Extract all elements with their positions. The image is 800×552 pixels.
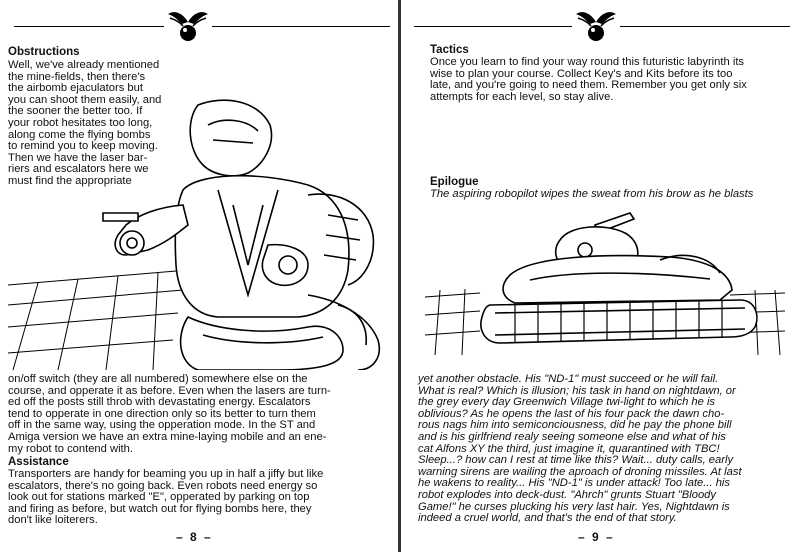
epilogue-heading: Epilogue: [430, 176, 479, 188]
assistance-line: don't like loiterers.: [8, 514, 98, 527]
continued-line: off in the same way, using the opperation mode. In the ST and: [8, 419, 316, 432]
obstructions-line: must find the appropriate: [8, 174, 132, 187]
tactics-paragraph: [430, 57, 747, 103]
epilogue-paragraph: [418, 374, 742, 525]
continued-line: ed off the posts still throb with devastating energy. Escalators: [8, 396, 311, 409]
tank-illustration: [420, 205, 790, 365]
epilogue-intro: The aspiring robopilot wipes the sweat from his brow as he blasts: [430, 188, 754, 200]
header-rule-left: [14, 26, 164, 27]
obstructions-line: Well, we've already mentioned: [8, 59, 160, 71]
epilogue-line: cat Alfons XY the third, just imagine it, quarantined with TBC!: [418, 442, 720, 455]
header-rule-left: [414, 26, 572, 27]
page-number: – 9 –: [578, 530, 615, 544]
header-rule-right: [620, 26, 790, 27]
obstructions-line: your robot hesitates too long,: [8, 116, 153, 129]
epilogue-line: robot explodes into deck-dust. "Ahrch" grunts Stuart "Bloody: [418, 488, 716, 501]
obstructions-line: riers and escalators here we: [8, 163, 149, 176]
page-number: – 8 –: [176, 530, 213, 544]
obstructions-line: along come the flying bombs: [8, 128, 151, 141]
assistance-line: Transporters are handy for beaming you up in half a jiffy but like: [8, 468, 324, 480]
obstructions-line: Then we have the laser bar-: [8, 151, 148, 164]
obstructions-line: the airbomb ejaculators but: [8, 82, 143, 95]
obstructions-line: the sooner the better too. If: [8, 105, 143, 118]
right-page: [400, 0, 800, 552]
assistance-line: look out for stations marked "E", opperated by parking on top: [8, 491, 310, 504]
tactics-line: late, and you're going to need them. Remember you get only six: [430, 79, 747, 92]
tactics-line: Once you learn to find your way round this futuristic labyrinth its: [430, 56, 745, 68]
epilogue-line: What is real? Which is illusion; his task in hand on nightdawn, or: [418, 384, 736, 397]
epilogue-line: Sleep...? how can I rest at time like this? Wait... duty calls, early: [418, 454, 734, 467]
continued-line: course, and opperate it as before. Even when the lasers are turn-: [8, 384, 331, 397]
epilogue-line: rous nags him into semiconciousness, did he pay the phone bill: [418, 419, 732, 432]
continued-paragraph: [8, 374, 331, 455]
continued-line: my robot to contend with.: [8, 442, 133, 455]
epilogue-line: indeed a cruel world, and that's the end of that story.: [418, 512, 677, 525]
tactics-line: attempts for each level, so stay alive.: [430, 90, 614, 103]
epilogue-line: yet another obstacle. His "ND-1" must succeed or he will fail.: [418, 373, 719, 385]
continued-line: tend to opperate in one direction only so its better to turn them: [8, 407, 316, 420]
epilogue-line: oblivious? As he opens the last of his four pack the dawn cho-: [418, 407, 725, 420]
assistance-heading: Assistance: [8, 456, 69, 468]
robot-illustration: [8, 95, 393, 370]
tactics-heading: Tactics: [430, 44, 469, 56]
obstructions-heading: Obstructions: [8, 46, 80, 58]
tactics-line: wise to plan your course. Collect Key's and Kits before its too: [430, 67, 733, 80]
assistance-line: and firing as before, but watch out for flying bombs here, they: [8, 502, 312, 515]
continued-line: on/off switch (they are all numbered) somewhere else on the: [8, 373, 308, 385]
epilogue-line: Game!" he curses plucking his very last hair. Yes, Nightdawn is: [418, 500, 730, 513]
continued-line: Amiga version we have an extra mine-laying mobile and an ene-: [8, 430, 327, 443]
obstructions-line: you can shoot them easily, and: [8, 93, 162, 106]
assistance-paragraph: [8, 469, 323, 527]
obstructions-line: to remind you to keep moving.: [8, 140, 158, 153]
assistance-line: escalators, there's no going back. Even robots need energy so: [8, 479, 318, 492]
header-rule-right: [212, 26, 390, 27]
epilogue-line: warning sirens are wailing the aproach of droning missiles. At last: [418, 465, 742, 478]
winged-bomb-icon: [166, 8, 210, 44]
epilogue-line: he wakens to reality... His "ND-1" is under attack! Too late... his: [418, 477, 731, 490]
winged-bomb-icon: [574, 8, 618, 44]
epilogue-line: the grey every day Greenwich Village twi-light to which he is: [418, 396, 716, 409]
obstructions-line: the mine-fields, then there's: [8, 70, 146, 83]
epilogue-line: and is his girlfriend realy seeing someone else and what of his: [418, 430, 726, 443]
